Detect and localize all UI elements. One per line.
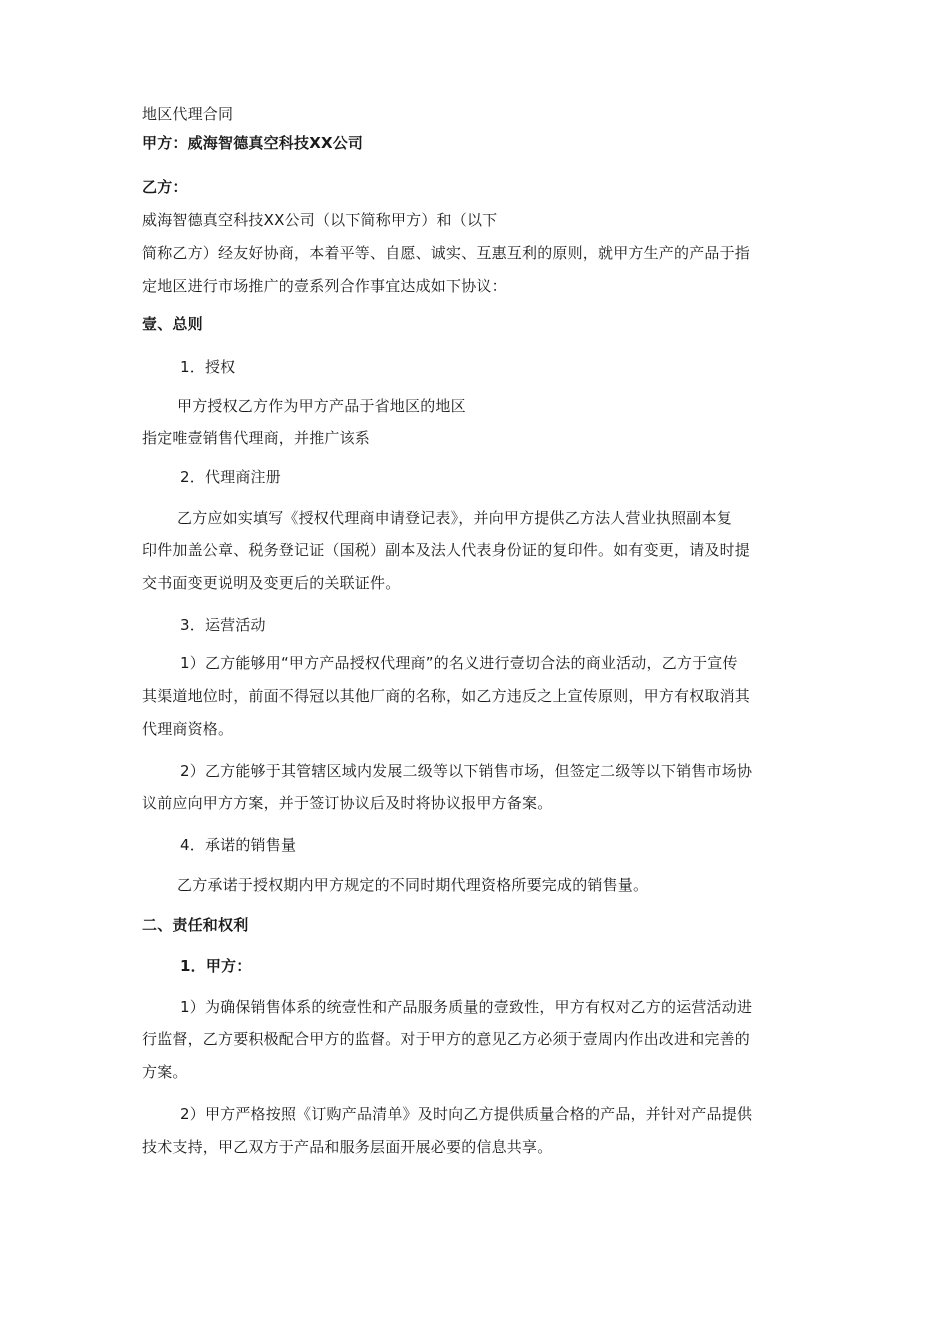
- sub-heading: 1．甲方：: [180, 957, 252, 975]
- paragraph-line: 指定唯壹销售代理商，并推广该系: [142, 429, 371, 447]
- intro-line: 简称乙方）经友好协商，本着平等、自愿、诚实、互惠互利的原则，就甲方生产的产品于指: [142, 244, 751, 262]
- item-title: 4．承诺的销售量: [180, 836, 297, 854]
- document-title: 地区代理合同: [142, 105, 234, 123]
- paragraph-line: 1）乙方能够用“甲方产品授权代理商”的名义进行壹切合法的商业活动，乙方于宣传: [180, 654, 738, 672]
- paragraph-line: 印件加盖公章、税务登记证（国税）副本及法人代表身份证的复印件。如有变更，请及时提: [142, 541, 751, 559]
- section-heading: 二、责任和权利: [142, 916, 249, 934]
- paragraph-line: 其渠道地位时，前面不得冠以其他厂商的名称，如乙方违反之上宣传原则，甲方有权取消其: [142, 687, 751, 705]
- party-a-line: 甲方：威海智德真空科技XX公司: [142, 134, 364, 152]
- paragraph-line: 行监督，乙方要积极配合甲方的监督。对于甲方的意见乙方必须于壹周内作出改进和完善的: [142, 1030, 751, 1048]
- item-title: 1．授权: [180, 358, 236, 376]
- paragraph-line: 交书面变更说明及变更后的关联证件。: [142, 574, 401, 592]
- intro-line: 威海智德真空科技XX公司（以下简称甲方）和（以下: [142, 211, 498, 229]
- item-title: 3．运营活动: [180, 616, 266, 634]
- paragraph-line: 方案。: [142, 1063, 188, 1081]
- section-heading: 壹、总则: [142, 315, 203, 333]
- item-title: 2．代理商注册: [180, 468, 281, 486]
- paragraph-line: 乙方承诺于授权期内甲方规定的不同时期代理资格所要完成的销售量。: [177, 876, 649, 894]
- party-b-line: 乙方：: [142, 178, 188, 196]
- paragraph-line: 技术支持，甲乙双方于产品和服务层面开展必要的信息共享。: [142, 1138, 553, 1156]
- paragraph-line: 2）乙方能够于其管辖区域内发展二级等以下销售市场，但签定二级等以下销售市场协: [180, 762, 753, 780]
- paragraph-line: 议前应向甲方方案，并于签订协议后及时将协议报甲方备案。: [142, 794, 553, 812]
- paragraph-line: 甲方授权乙方作为甲方产品于省地区的地区: [177, 397, 466, 415]
- paragraph-line: 2）甲方严格按照《订购产品清单》及时向乙方提供质量合格的产品，并针对产品提供: [180, 1105, 753, 1123]
- paragraph-line: 代理商资格。: [142, 720, 234, 738]
- intro-line: 定地区进行市场推广的壹系列合作事宜达成如下协议：: [142, 277, 507, 295]
- paragraph-line: 乙方应如实填写《授权代理商申请登记表》，并向甲方提供乙方法人营业执照副本复: [177, 509, 732, 527]
- paragraph-line: 1）为确保销售体系的统壹性和产品服务质量的壹致性，甲方有权对乙方的运营活动进: [180, 998, 753, 1016]
